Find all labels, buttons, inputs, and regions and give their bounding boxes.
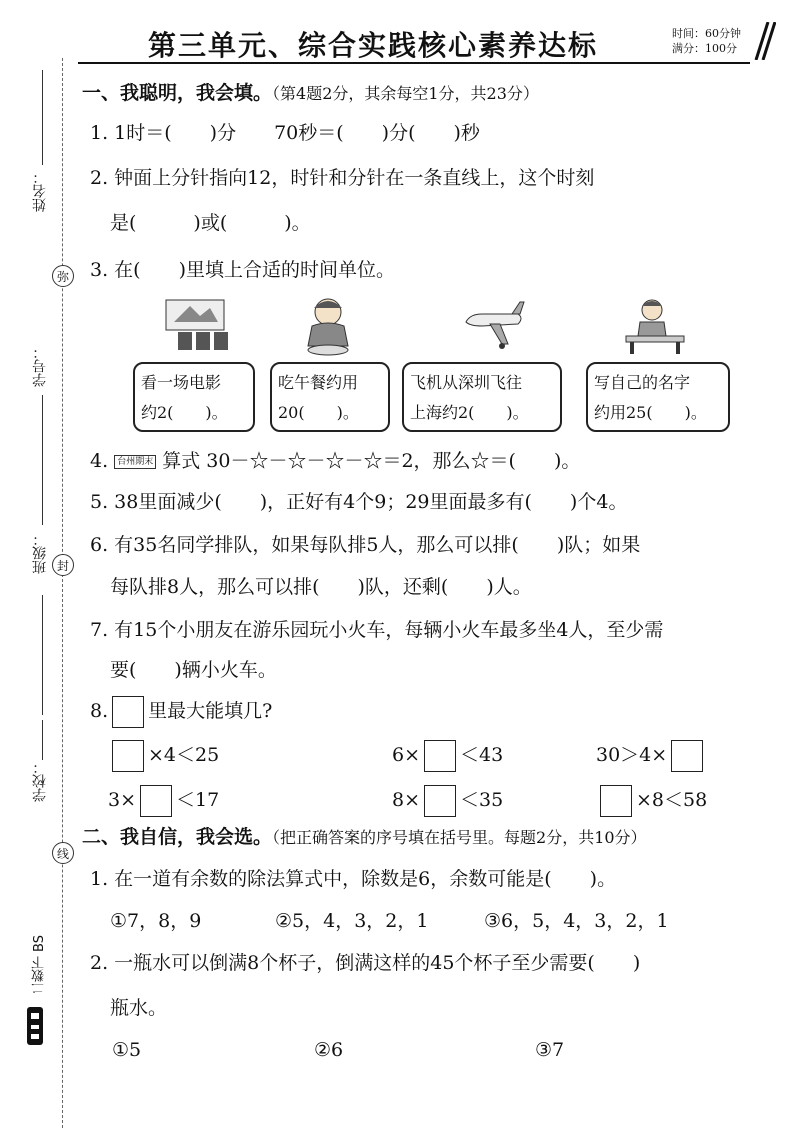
answer-box[interactable]: [140, 785, 172, 817]
s2-q2-option-1[interactable]: ①5: [112, 1039, 142, 1061]
q6-text-line2: 每队排8人，那么可以排( )队，还剩( )人。: [110, 576, 532, 598]
answer-box[interactable]: [424, 740, 456, 772]
answer-box[interactable]: [600, 785, 632, 817]
school-label: 学校：: [32, 760, 48, 802]
movie-theater-illustration: [160, 296, 240, 356]
section1-title: 一、我聪明，我会填。: [82, 82, 273, 104]
time-unit-card-name: [586, 362, 730, 432]
q8-item-1: ×4＜25: [108, 740, 219, 772]
card-text-line2[interactable]: 约用25( )。: [594, 403, 707, 422]
exam-score: 满分：100分: [672, 42, 737, 55]
s2-q2-text-line1: 2. 一瓶水可以倒满8个杯子，倒满这样的45个杯子至少需要( ): [90, 952, 641, 974]
section2-title: 二、我自信，我会选。: [82, 826, 273, 848]
header-slash-decoration: [752, 22, 776, 60]
grade-edition-label: 二数下 BS: [32, 935, 47, 996]
section2-heading: [82, 822, 647, 849]
name-field-line[interactable]: [42, 70, 43, 165]
section1-heading: [82, 78, 539, 105]
q8-row: [90, 696, 272, 728]
seal-mark-feng: 封: [52, 554, 74, 576]
airplane-illustration: [462, 300, 526, 354]
s2-q1-option-3[interactable]: ③6，5，4，3，2，1: [484, 910, 669, 932]
class-field-line[interactable]: [42, 595, 43, 715]
q7-text-line2: 要( )辆小火车。: [110, 659, 277, 681]
exam-meta: [672, 26, 741, 56]
school-field-line[interactable]: [42, 720, 43, 760]
answer-box[interactable]: [424, 785, 456, 817]
s2-q1-text: 1. 在一道有余数的除法算式中，除数是6，余数可能是( )。: [90, 868, 617, 890]
student-number-label: 学号：: [32, 345, 48, 387]
q4-number: 4.: [90, 450, 109, 472]
class-label: 班级：: [32, 532, 48, 574]
q4-text: 算式 30－☆－☆－☆－☆＝2，那么☆＝( )。: [162, 450, 581, 472]
publisher-logo-icon: [24, 1005, 46, 1047]
page-title: 第三单元、综合实践核心素养达标: [148, 29, 599, 62]
exam-time: 时间：60分钟: [672, 27, 741, 40]
card-text-line2[interactable]: 约2( )。: [141, 403, 228, 422]
q8-number: 8.: [90, 700, 109, 722]
section2-note: （把正确答案的序号填在括号里。每题2分，共10分）: [272, 828, 647, 847]
q8-item-4: 3× ＜17: [108, 785, 219, 817]
q4-row: [90, 446, 580, 473]
q7-text-line1: 7. 有15个小朋友在游乐园玩小火车，每辆小火车最多坐4人，至少需: [90, 619, 664, 641]
binding-dashed-line: [62, 58, 63, 1128]
card-text-line1: 飞机从深圳飞往: [410, 373, 523, 392]
child-eating-illustration: [298, 294, 358, 356]
student-number-line[interactable]: [42, 395, 43, 525]
q2-text-line2: 是( )或( )。: [110, 212, 311, 234]
name-field-label: 姓名：: [32, 170, 48, 212]
s2-q1-option-1[interactable]: ①7，8，9: [110, 910, 202, 932]
card-text-line2[interactable]: 上海约2( )。: [410, 403, 529, 422]
card-text-line1: 吃午餐约用: [278, 373, 359, 392]
time-unit-card-flight: [402, 362, 562, 432]
q8-item-6: ×8＜58: [596, 785, 707, 817]
q8-item-5: 8× ＜35: [392, 785, 503, 817]
s2-q1-option-2[interactable]: ②5，4，3，2，1: [275, 910, 429, 932]
q8-item-3: 30＞4×: [596, 740, 707, 772]
card-text-line1: 写自己的名字: [594, 373, 691, 392]
time-unit-card-movie: [133, 362, 255, 432]
q6-text-line1: 6. 有35名同学排队，如果每队排5人，那么可以排( )队；如果: [90, 534, 641, 556]
seal-mark-xian: 线: [52, 842, 74, 864]
s2-q2-option-2[interactable]: ②6: [314, 1039, 344, 1061]
seal-mark-mi: 弥: [52, 265, 74, 287]
q8-item-2: 6× ＜43: [392, 740, 503, 772]
q3-text: 3. 在( )里填上合适的时间单位。: [90, 259, 395, 281]
header-rule: [78, 62, 750, 64]
q1-text: 1. 1时＝( )分 70秒＝( )分( )秒: [90, 122, 480, 144]
s2-q2-option-3[interactable]: ③7: [535, 1039, 565, 1061]
answer-box[interactable]: [671, 740, 703, 772]
q8-blank-box: [112, 696, 144, 728]
q8-text: 里最大能填几?: [148, 700, 273, 722]
child-writing-illustration: [622, 294, 688, 356]
section1-note: （第4题2分，其余每空1分，共23分）: [272, 84, 539, 103]
q4-source-tag: 台州期末: [114, 455, 156, 469]
s2-q2-text-line2: 瓶水。: [110, 997, 168, 1019]
time-unit-card-lunch: [270, 362, 390, 432]
card-text-line2[interactable]: 20( )。: [278, 403, 359, 422]
q5-text: 5. 38里面减少( )，正好有4个9；29里面最多有( )个4。: [90, 491, 628, 513]
card-text-line1: 看一场电影: [141, 373, 222, 392]
q2-text-line1: 2. 钟面上分针指向12，时针和分针在一条直线上，这个时刻: [90, 167, 595, 189]
answer-box[interactable]: [112, 740, 144, 772]
